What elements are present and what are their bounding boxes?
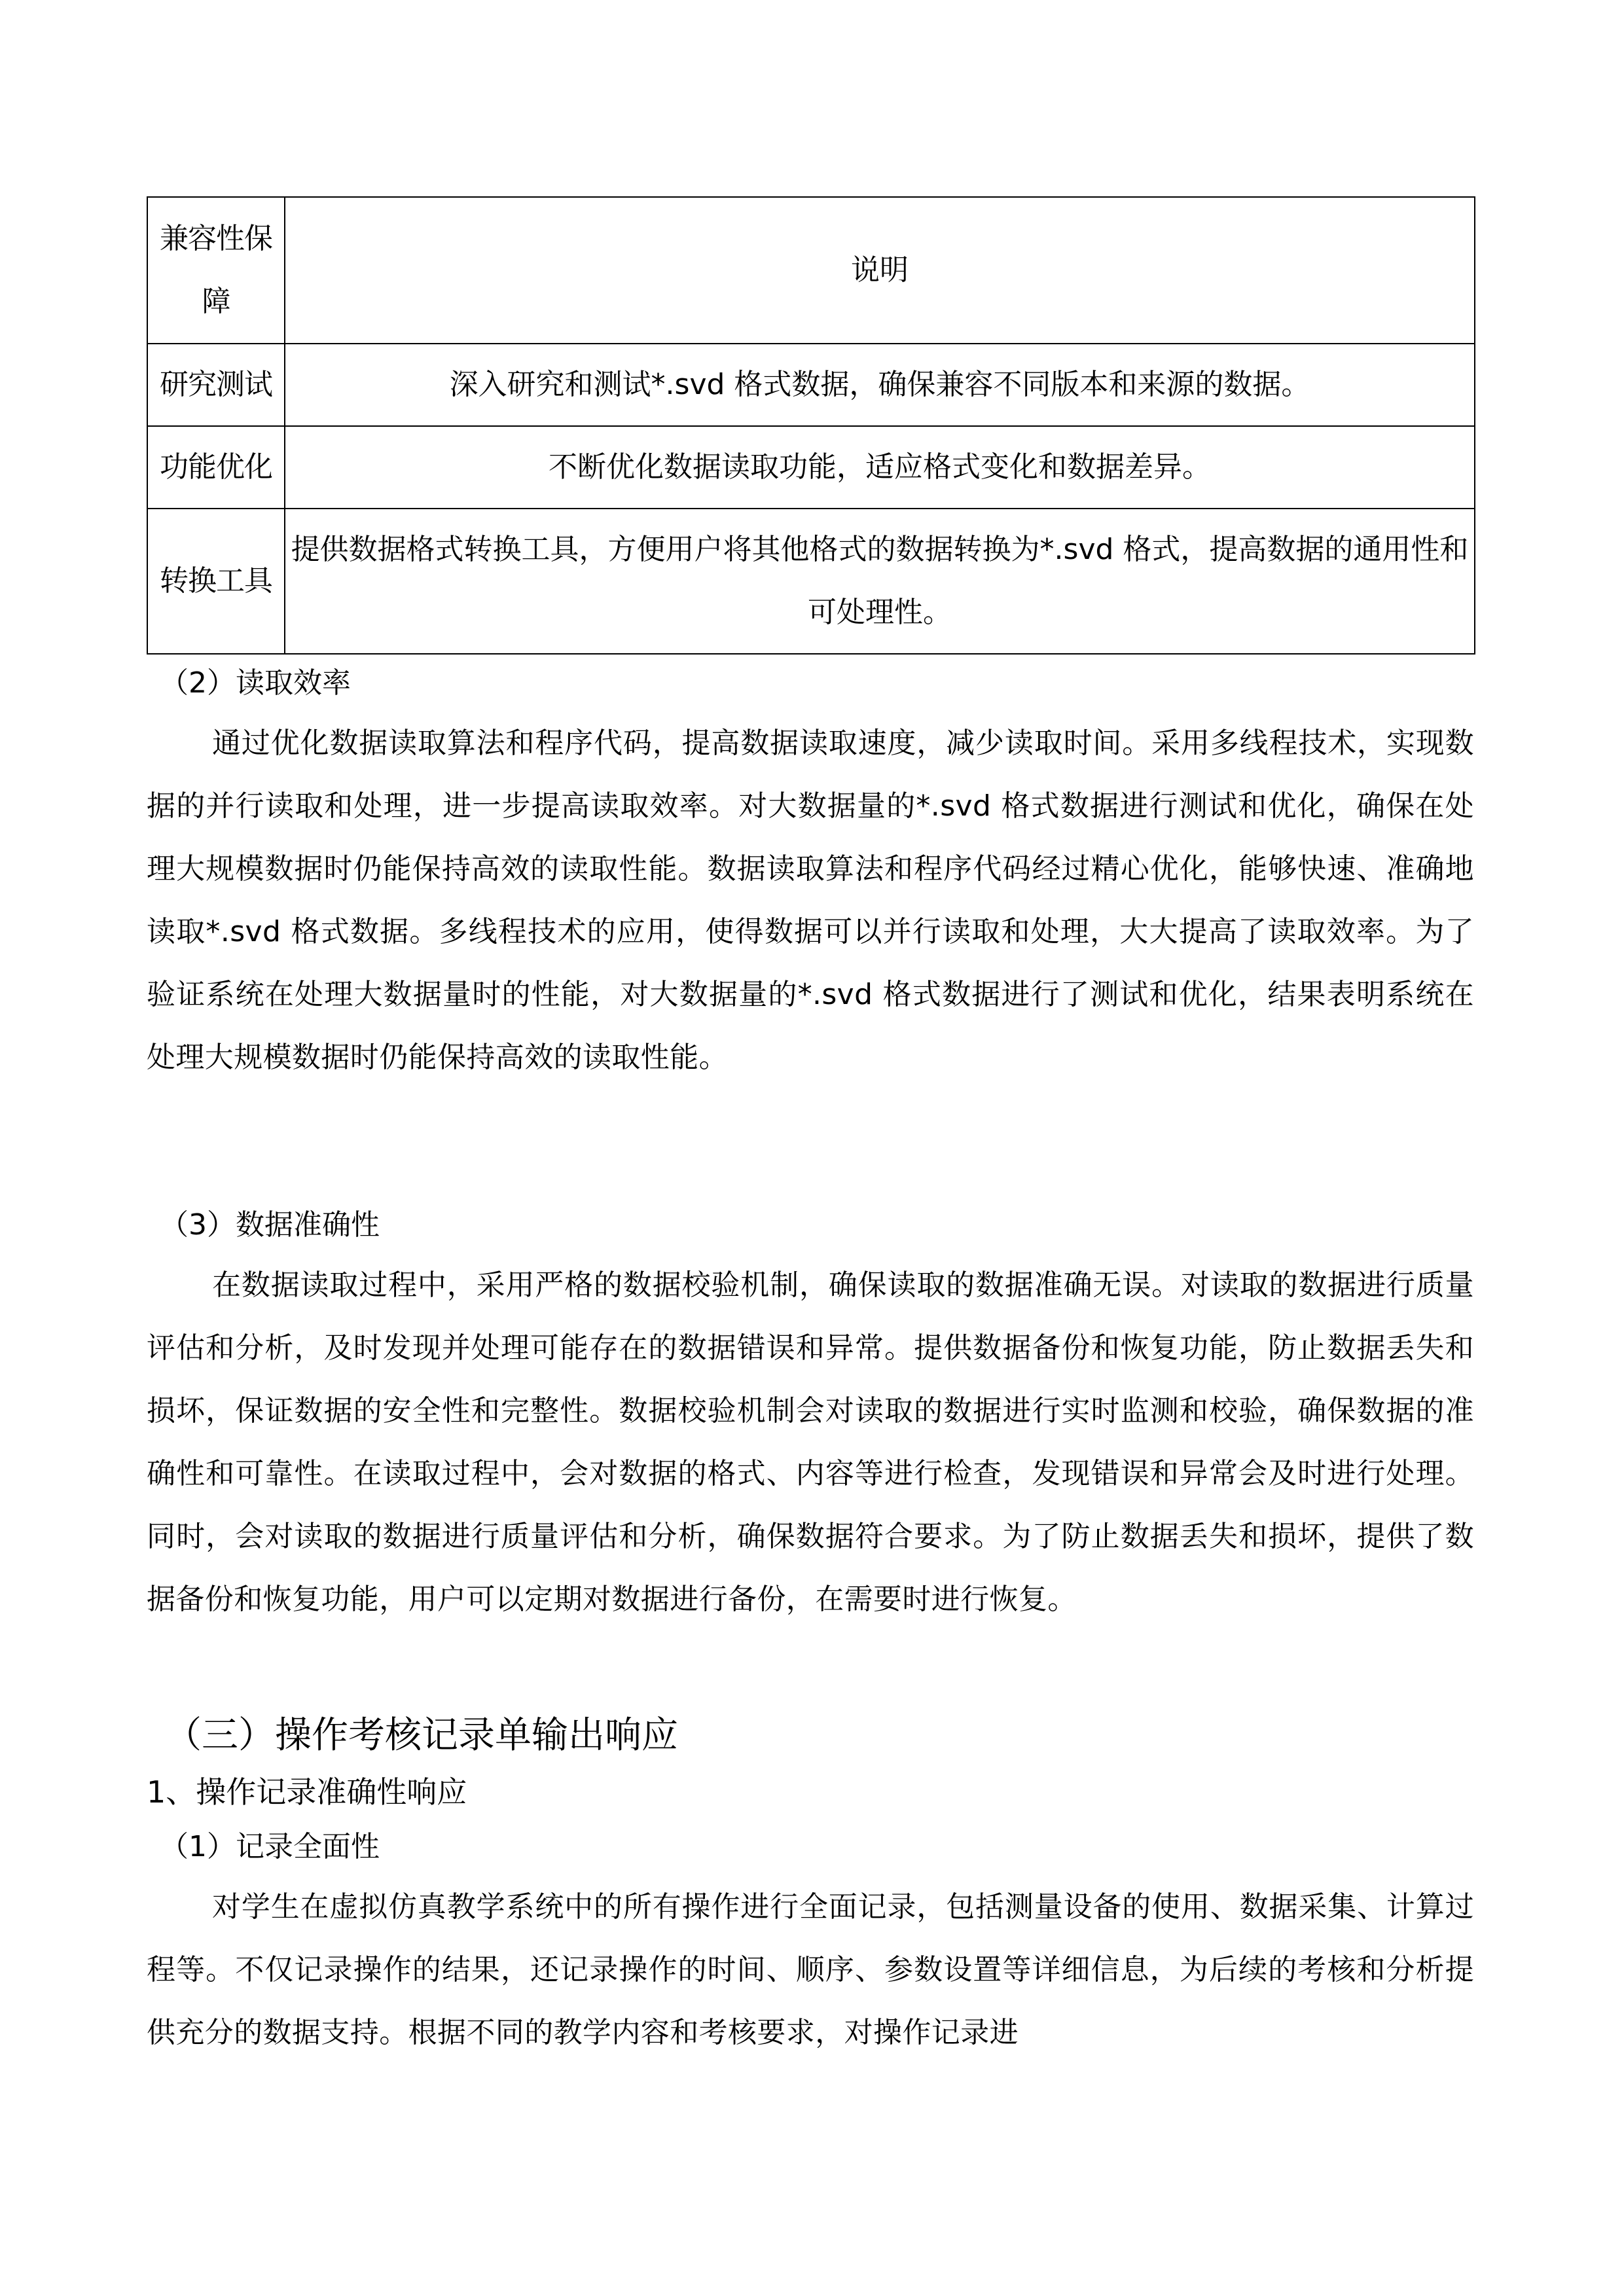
section-subheading: 1、操作记录准确性响应 — [147, 1774, 467, 1810]
section-output-response — [147, 1710, 1474, 2064]
section-body: 在数据读取过程中，采用严格的数据校验机制，确保读取的数据准确无误。对读取的数据进行质量评估和分析，及时发现并处理可能存在的数据错误和异常。提供数据备份和恢复功能，防止数据丢失和损坏，保证数据的安全性和完整性。数据校验机制会对读取的数据进行实时监测和校验，确保数据的准确性和可靠性。在读取过程中，会对数据的格式、内容等进行检查，发现错误和异常会及时进行处理。同时，会对读取的数据进行质量评估和分析，确保数据符合要求。为了防止数据丢失和损坏，提供了数据备份和恢复功能，用户可以定期对数据进行备份，在需要时进行恢复。 — [147, 1268, 1474, 1616]
table-row — [147, 344, 1475, 426]
table-cell-description: 不断优化数据读取功能，适应格式变化和数据差异。 — [285, 426, 1475, 509]
table-cell-category: 功能优化 — [147, 426, 285, 509]
subsection-title: （1）记录全面性 — [160, 1830, 380, 1863]
section-heading: （三）操作考核记录单输出响应 — [165, 1714, 678, 1757]
table-header-category: 兼容性保障 — [147, 197, 285, 344]
section-body: 通过优化数据读取算法和程序代码，提高数据读取速度，减少读取时间。采用多线程技术，实现数据的并行读取和处理，进一步提高读取效率。对大数据量的*.svd 格式数据进行测试和优化，确保在处理大规模数据时仍能保持高效的读取性能。数据读取算法和程序代码经过精心优化，能够快速、准确地读取*.svd 格式数据。多线程技术的应用，使得数据可以并行读取和处理，大大提高了读取效率。为了验证系统在处理大数据量时的性能，对大数据量的*.svd 格式数据进行了测试和优化，结果表明系统在处理大规模数据时仍能保持高效的读取性能。 — [147, 726, 1474, 1074]
compatibility-table — [147, 196, 1475, 655]
table-row — [147, 426, 1475, 509]
section-title: （3）数据准确性 — [160, 1208, 380, 1242]
table-cell-description: 深入研究和测试*.svd 格式数据，确保兼容不同版本和来源的数据。 — [285, 344, 1475, 426]
section-read-efficiency — [147, 662, 1474, 1089]
table-cell-description: 提供数据格式转换工具，方便用户将其他格式的数据转换为*.svd 格式，提高数据的通用性和可处理性。 — [285, 509, 1475, 654]
table-row — [147, 509, 1475, 654]
table-cell-category: 转换工具 — [147, 509, 285, 654]
table-header-row — [147, 197, 1475, 344]
subsection-body: 对学生在虚拟仿真教学系统中的所有操作进行全面记录，包括测量设备的使用、数据采集、计算过程等。不仅记录操作的结果，还记录操作的时间、顺序、参数设置等详细信息，为后续的考核和分析提供充分的数据支持。根据不同的教学内容和考核要求，对操作记录进 — [147, 1890, 1474, 2049]
table-cell-category: 研究测试 — [147, 344, 285, 426]
table-header-description: 说明 — [285, 197, 1475, 344]
section-data-accuracy — [147, 1204, 1474, 1631]
section-title: （2）读取效率 — [160, 666, 351, 700]
